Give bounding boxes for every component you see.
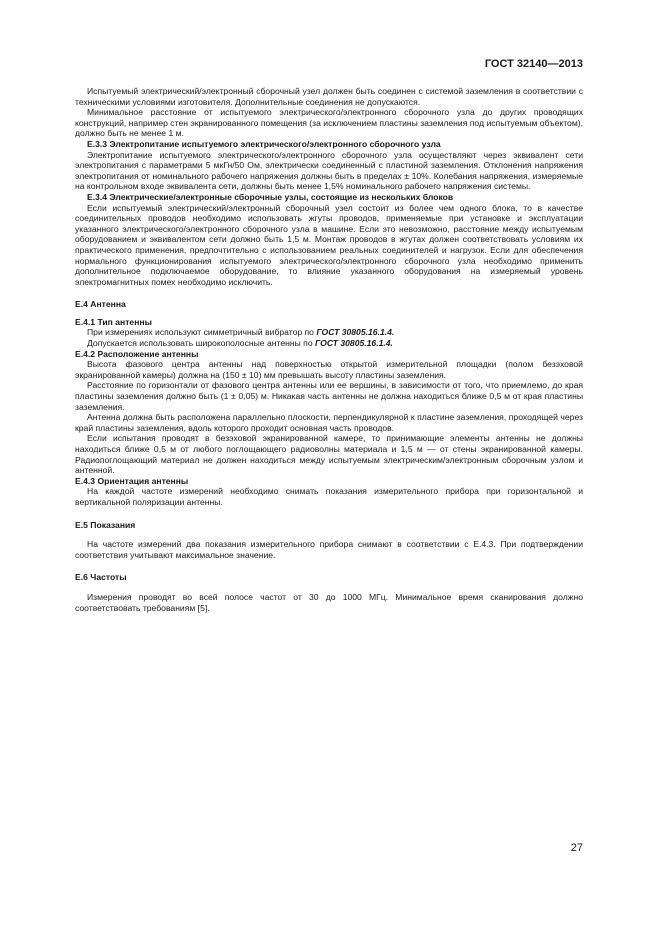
standard-reference: ГОСТ 30805.16.1.4.	[315, 338, 393, 349]
section-heading: Е.3.3 Электропитание испытуемого электрического/электронного сборочного узла	[87, 138, 441, 149]
paragraph: На каждой частоте измерений необходимо снимать показания измерительного прибора при горизонтальной и вертикальной поляризации антенны.	[75, 486, 583, 507]
section-heading: Е.5 Показания	[75, 519, 136, 530]
paragraph	[75, 338, 583, 349]
section-heading: Е.4.1 Тип антенны	[75, 316, 152, 327]
paragraph: Высота фазового центра антенны над поверхностью открытой измерительной площадки (полом безэховой экранированной камеры) должна на (150 ± 10) мм превышать высоту пластины заземления.	[75, 359, 583, 380]
text: Допускается использовать широкополосные антенны по	[87, 338, 315, 349]
text: При измерениях используют симметричный вибратор по	[87, 327, 317, 338]
section-heading: Е.6 Частоты	[75, 572, 127, 583]
section-heading: Е.3.4 Электрические/электронные сборочные узлы, состоящие из нескольких блоков	[87, 191, 454, 202]
paragraph: Измерения проводят во всей полосе частот от 30 до 1000 МГц. Минимальное время сканирования должно соответствовать требованиям [5].	[75, 591, 583, 613]
section-heading: Е.4.2 Расположение антенны	[75, 348, 199, 359]
standard-reference: ГОСТ 30805.16.1.4.	[316, 327, 395, 338]
paragraph: На частоте измерений два показания измерительного прибора снимают в соответствии с Е.4.3. При подтверждении соответствия учитывают максимальное значение.	[75, 539, 583, 560]
paragraph: Если испытания проводят в безэховой экранированной камере, то принимающие элементы антенны не должны находиться ближе 0,5 м от любого поглощающего радиоволны материала и 1,5 м — от стены экранированной камеры. Радиопоглощающий материал не должен находиться между испытуемым электрическим/электронным сборочным узлом и антенной.	[75, 433, 583, 476]
paragraph: Испытуемый электрический/электронный сборочный узел должен быть соединен с системой заземления в соответствии с техническими условиями изготовителя. Дополнительные соединения не допускаются.	[75, 86, 583, 107]
document-code: ГОСТ 32140—2013	[484, 58, 583, 70]
paragraph: Электропитание испытуемого электрического/электронного сборочного узла осуществляют через эквивалент сети электропитания с параметрами 5 мкГн/50 Ом, электрически соединенный с пластиной заземления. Отклонения напряжения электропитания от номинального рабочего напряжения должны быть в пределах ± 10%. Колебания напряжения, измеряемые на контрольном входе эквивалента сети, должны быть менее 1,5% номинального рабочего напряжения системы.	[75, 149, 583, 192]
section-heading: Е.4.3 Ориентация антенны	[75, 475, 189, 486]
paragraph: Расстояние по горизонтали от фазового центра антенны или ее вершины, в зависимости от того, что приемлемо, до края пластины заземления должно быть (1 ± 0,05) м. Никакая часть антенны не должна находиться ближе 0,5 м от края пластины заземления.	[75, 380, 583, 412]
section-heading: Е.4 Антенна	[75, 299, 126, 310]
paragraph: Минимальное расстояние от испытуемого электрического/электронного сборочного узла до других проводящих конструкций, например стен экранированного помещения (за исключением пластины заземления под испытуемым объектом), должно быть не менее 1 м.	[75, 107, 583, 139]
page-body	[75, 86, 583, 613]
paragraph	[75, 327, 583, 338]
page-number: 27	[570, 842, 583, 854]
paragraph: Антенна должна быть расположена параллельно плоскости, перпендикулярной к пластине заземления, проходящей через край пластины заземления, вдоль которого проходит основная часть проводов.	[75, 412, 583, 433]
paragraph: Если испытуемый электрический/электронный сборочный узел состоит из более чем одного блока, то в качестве соединительных проводов необходимо использовать жгуты проводов, применяемые при установке и эксплуатации указанного электрического/электронного сборочного узла в машине. Если это невозможно, расстояние между испытуемым оборудованием и эквивалентом сети должно быть 1,5 м. Монтаж проводов в жгутах должен соответствовать условиям их практического применения, предпочтительно с использованием реальных соединителей и нагрузок. Если для обеспечения нормального функционирования испытуемого электрического/электронного сборочного узла необходимо применить дополнительное подключаемое оборудование, то влияние указанного оборудования на измеряемый уровень электромагнитных помех необходимо исключить.	[75, 202, 583, 287]
